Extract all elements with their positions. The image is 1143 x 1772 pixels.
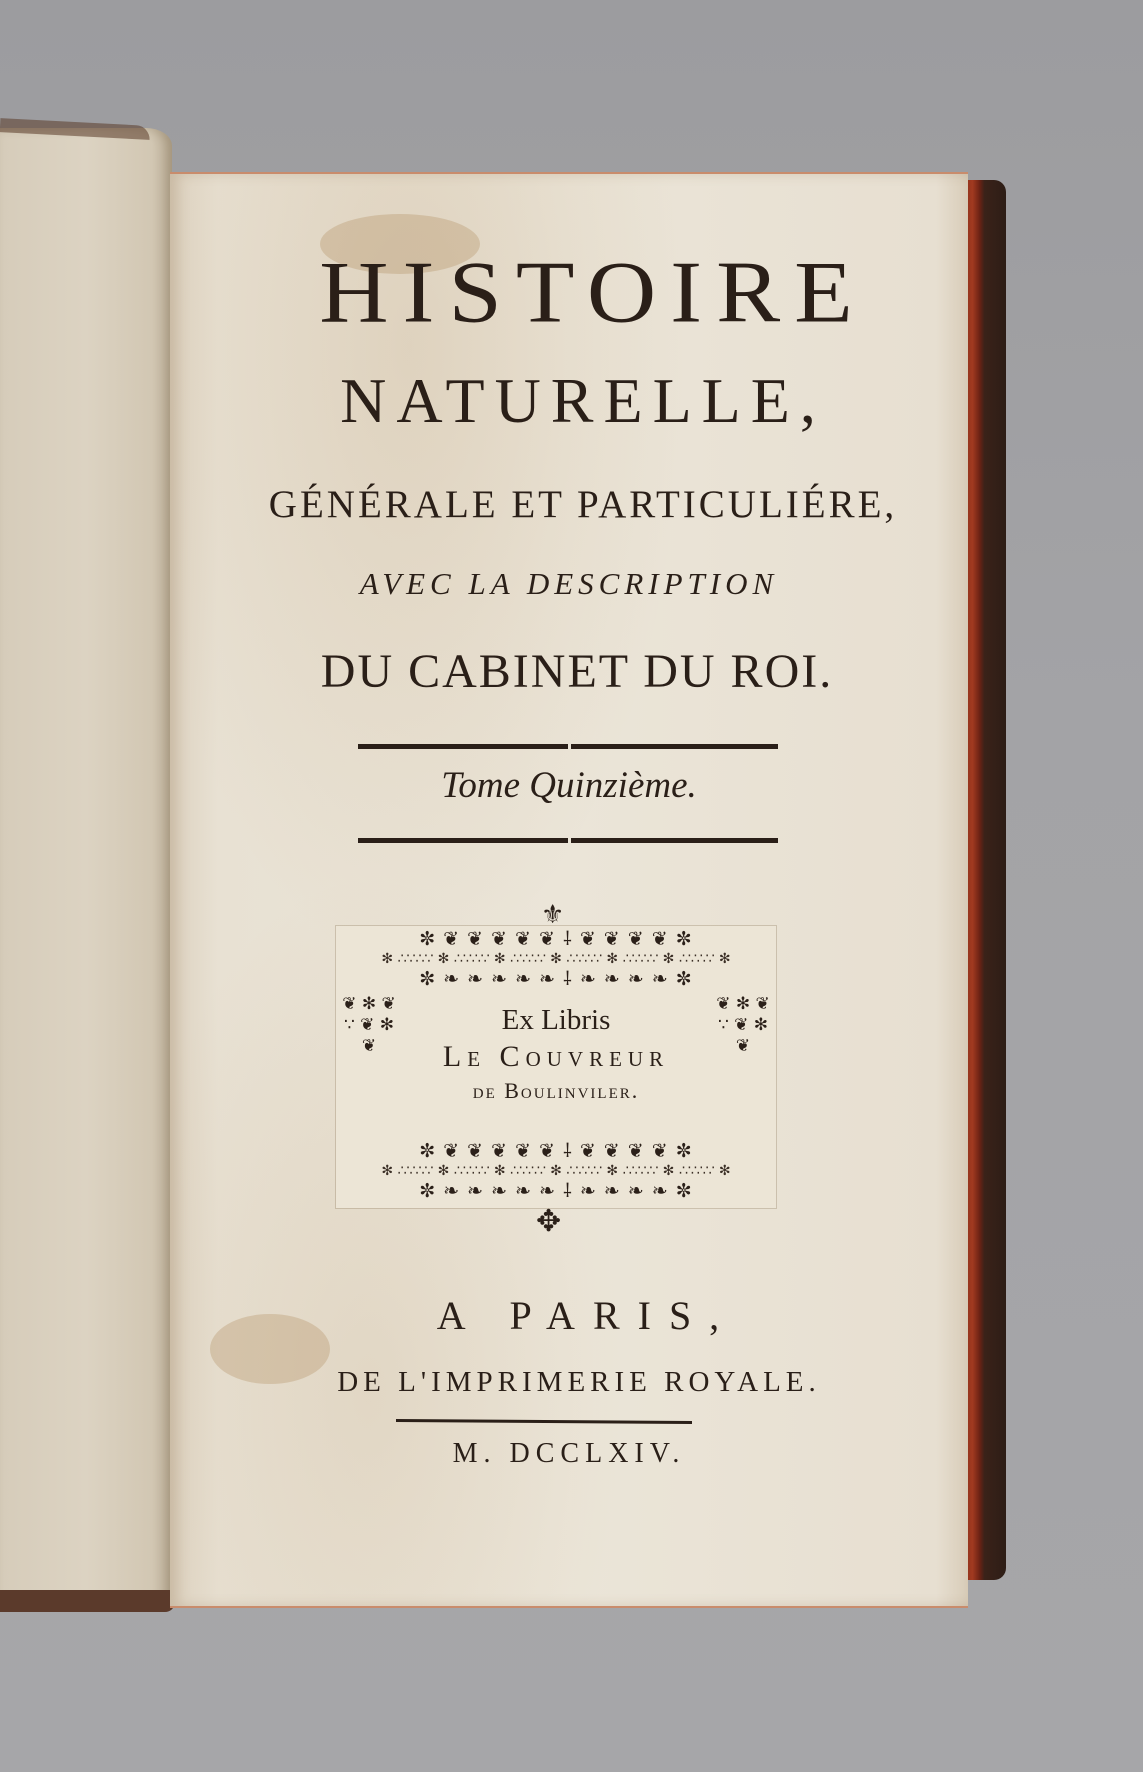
ornament-dots-top: ✻ ∴∵∴∵ ✻ ∴∵∴∵ ✻ ∴∵∴∵ ✻ ∴∵∴∵ ✻ ∴∵∴∵ ✻ ∴∵∴∵ ✻: [381, 951, 731, 967]
owner-place: de Boulinviler.: [472, 1078, 640, 1103]
ornament-border-bottom-inner: ✼ ❦ ❦ ❦ ❦ ❦ ⸸ ❦ ❦ ❦ ❦ ✼: [419, 1140, 693, 1162]
title-du-cabinet-du-roi: DU CABINET DU ROI.: [320, 645, 834, 698]
imprint-printer: DE L'IMPRIMERIE ROYALE.: [337, 1366, 821, 1398]
ornament-border-top-inner: ✼ ❧ ❧ ❧ ❧ ❧ ⸸ ❧ ❧ ❧ ❧ ✼: [419, 968, 693, 990]
ex-libris-label: Ex Libris: [501, 1004, 611, 1036]
owner-name: Le Couvreur: [442, 1040, 670, 1073]
left-flyleaf-page: [0, 128, 172, 1606]
imprint-year: M. DCCLXIV.: [452, 1438, 686, 1469]
ornament-border-bottom: ✼ ❧ ❧ ❧ ❧ ❧ ⸸ ❧ ❧ ❧ ❧ ✼: [419, 1180, 693, 1202]
base-ornament-icon: ✥: [536, 1204, 562, 1239]
title-page: [170, 172, 968, 1608]
volume-label: Tome Quinzième.: [441, 765, 697, 806]
imprint-city: A PARIS,: [436, 1293, 738, 1338]
ornament-border-right: ❦ ✻ ❦ ∵ ❦ ✻ ❦: [716, 994, 770, 1056]
ornament-dots-bottom: ✻ ∴∵∴∵ ✻ ∴∵∴∵ ✻ ∴∵∴∵ ✻ ∴∵∴∵ ✻ ∴∵∴∵ ✻ ∴∵∴∵ ✻: [381, 1163, 731, 1179]
imprint-rule: [396, 1419, 692, 1424]
ornament-border-top: ✼ ❦ ❦ ❦ ❦ ❦ ⸸ ❦ ❦ ❦ ❦ ✼: [419, 928, 693, 950]
left-board-edge: [0, 1590, 175, 1612]
title-generale: GÉNÉRALE ET PARTICULIÉRE,: [268, 483, 898, 526]
title-naturelle: NATURELLE,: [340, 365, 826, 436]
double-rule-top: [358, 744, 778, 749]
title-histoire: HISTOIRE: [319, 242, 867, 341]
ex-libris-bookplate: [336, 900, 776, 1239]
ornament-border-left: ❦ ✻ ❦ ∵ ❦ ✻ ❦: [342, 994, 396, 1056]
fleur-de-lis-crown-icon: ⚜: [541, 900, 565, 930]
title-avec-la-description: AVEC LA DESCRIPTION: [359, 566, 779, 601]
double-rule-bottom: [358, 838, 778, 843]
